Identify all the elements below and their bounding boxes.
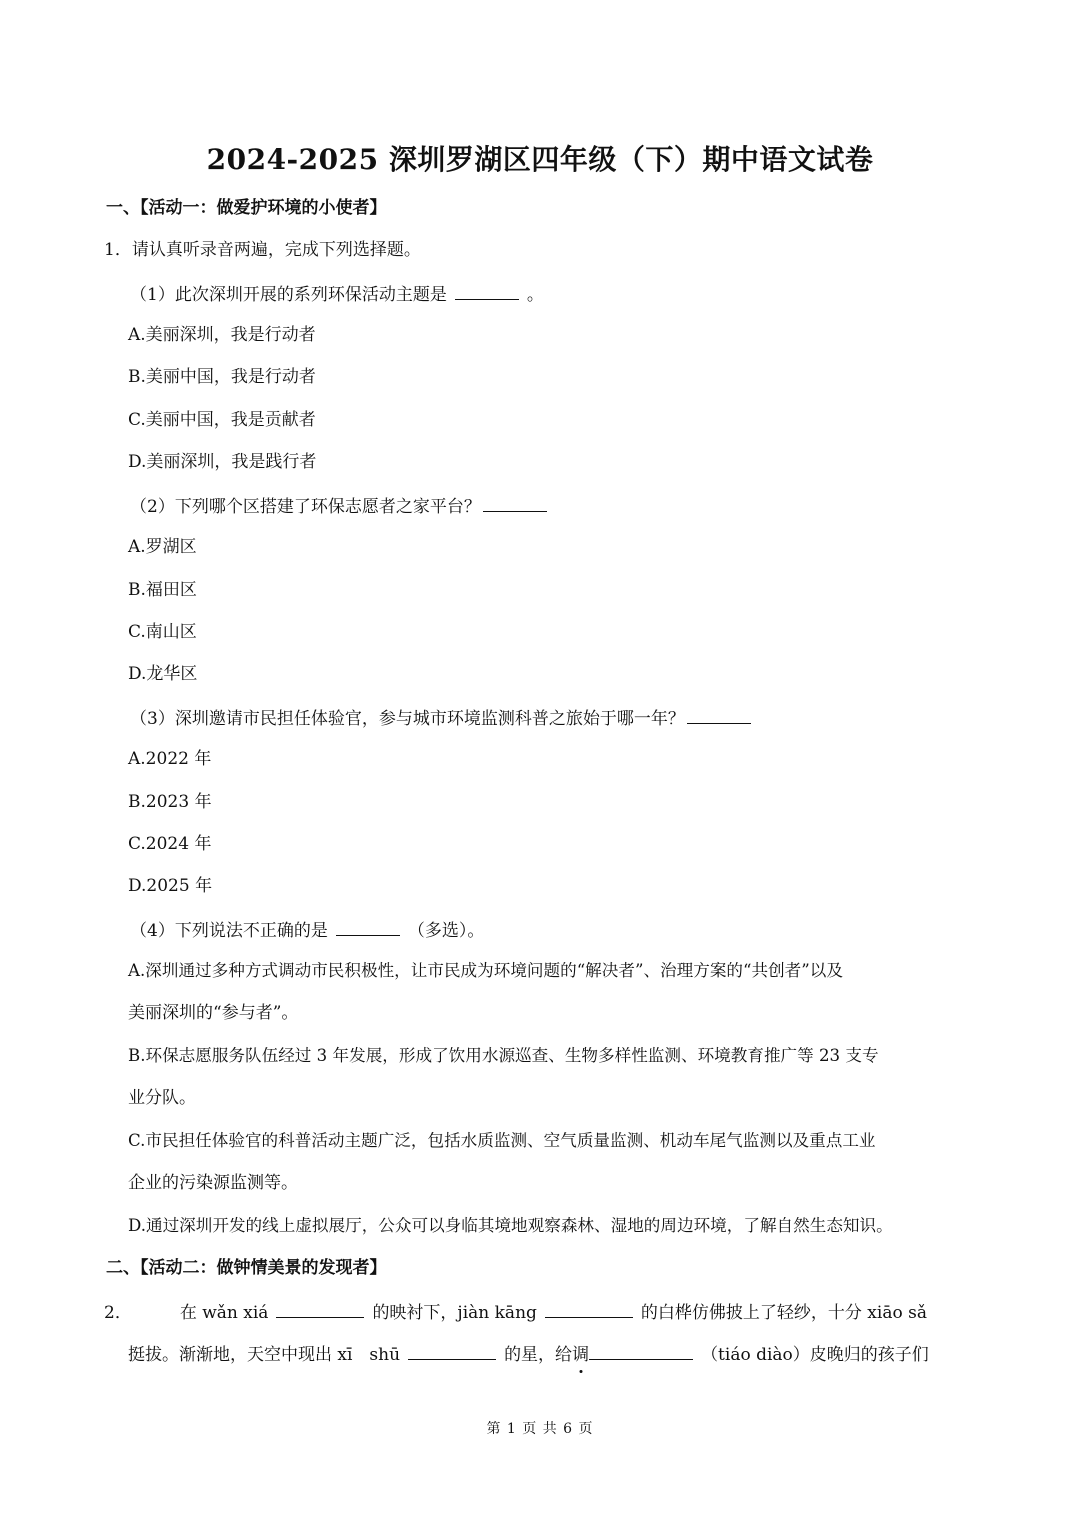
question-2-line-1 <box>104 1299 927 1325</box>
option-a-line-1: A.深圳通过多种方式调动市民积极性，让市民成为环境问题的“解决者”、治理方案的“共创者”以及 <box>128 961 843 980</box>
option-c: C.南山区 <box>128 622 197 642</box>
option-d: D.2025 年 <box>128 876 213 896</box>
text-gei: 的星，给 <box>504 1345 573 1365</box>
option-a: A.2022 年 <box>128 749 212 769</box>
part-2-text: （2）下列哪个区搭建了环保志愿者之家平台？ <box>130 497 481 517</box>
pinyin-xishu: 挺拔。渐渐地，天空中现出 xī shū <box>128 1345 401 1365</box>
section-heading-2: 二、【活动二：做钟情美景的发现者】 <box>106 1258 387 1278</box>
option-a: A.罗湖区 <box>128 537 197 557</box>
option-b: B.福田区 <box>128 580 197 600</box>
emphasis-dot-char: 调 <box>572 1345 590 1365</box>
part-1-end: 。 <box>526 285 544 305</box>
option-b-line-2: 业分队。 <box>128 1088 196 1108</box>
option-d: D.龙华区 <box>128 664 198 684</box>
answer-blank <box>455 281 519 300</box>
option-c-line-2: 企业的污染源监测等。 <box>128 1173 298 1193</box>
option-b: B.2023 年 <box>128 792 212 812</box>
part-4-text: （4）下列说法不正确的是 <box>130 921 328 941</box>
question-2-number: 2． <box>104 1303 132 1323</box>
option-b: B.美丽中国，我是行动者 <box>128 367 316 387</box>
question-1-part-1 <box>130 281 544 307</box>
pinyin-wanxia: 在 wǎn xiá <box>179 1303 269 1323</box>
answer-blank <box>483 493 547 512</box>
pinyin-jiankang: 的映衬下，jiàn kāng <box>372 1303 537 1323</box>
answer-blank <box>408 1341 496 1360</box>
part-3-text: （3）深圳邀请市民担任体验官，参与城市环境监测科普之旅始于哪一年？ <box>130 709 685 729</box>
section-heading-1: 一、【活动一：做爱护环境的小使者】 <box>106 198 387 218</box>
option-a-line-2: 美丽深圳的“参与者”。 <box>128 1003 299 1023</box>
option-c: C.2024 年 <box>128 834 212 854</box>
option-d-line-1: D.通过深圳开发的线上虚拟展厅，公众可以身临其境地观察森林、湿地的周边环境，了解自然生态知识。 <box>128 1216 893 1235</box>
page-footer: 第 1 页 共 6 页 <box>486 1421 594 1437</box>
answer-blank <box>336 917 400 936</box>
part-4-end: （多选）。 <box>407 921 485 941</box>
answer-blank <box>545 1299 633 1318</box>
option-c-line-1: C.市民担任体验官的科普活动主题广泛，包括水质监测、空气质量监测、机动车尾气监测以及重点工业 <box>128 1131 876 1150</box>
option-d: D.美丽深圳，我是践行者 <box>128 452 317 472</box>
pinyin-xiaosa: 的白桦仿佛披上了轻纱，十分 xiāo sǎ <box>640 1303 927 1323</box>
question-1-stem: 1．请认真听录音两遍，完成下列选择题。 <box>104 240 421 260</box>
answer-blank <box>589 1341 693 1360</box>
answer-blank <box>276 1299 364 1318</box>
question-1-part-4 <box>130 917 484 943</box>
answer-blank <box>687 705 751 724</box>
part-1-text: （1）此次深圳开展的系列环保活动主题是 <box>130 285 447 305</box>
option-c: C.美丽中国，我是贡献者 <box>128 410 316 430</box>
question-1-part-2 <box>130 493 555 519</box>
pinyin-tiaodiao: （tiáo diào）皮晚归的孩子们 <box>701 1345 929 1365</box>
question-1-part-3 <box>130 705 759 731</box>
option-b-line-1: B.环保志愿服务队伍经过 3 年发展，形成了饮用水源巡查、生物多样性监测、环境教育推广等 23 支专 <box>128 1046 879 1065</box>
option-a: A.美丽深圳，我是行动者 <box>128 325 316 345</box>
page-title: 2024-2025 深圳罗湖区四年级（下）期中语文试卷 <box>206 143 874 176</box>
question-2-line-2 <box>128 1341 929 1367</box>
